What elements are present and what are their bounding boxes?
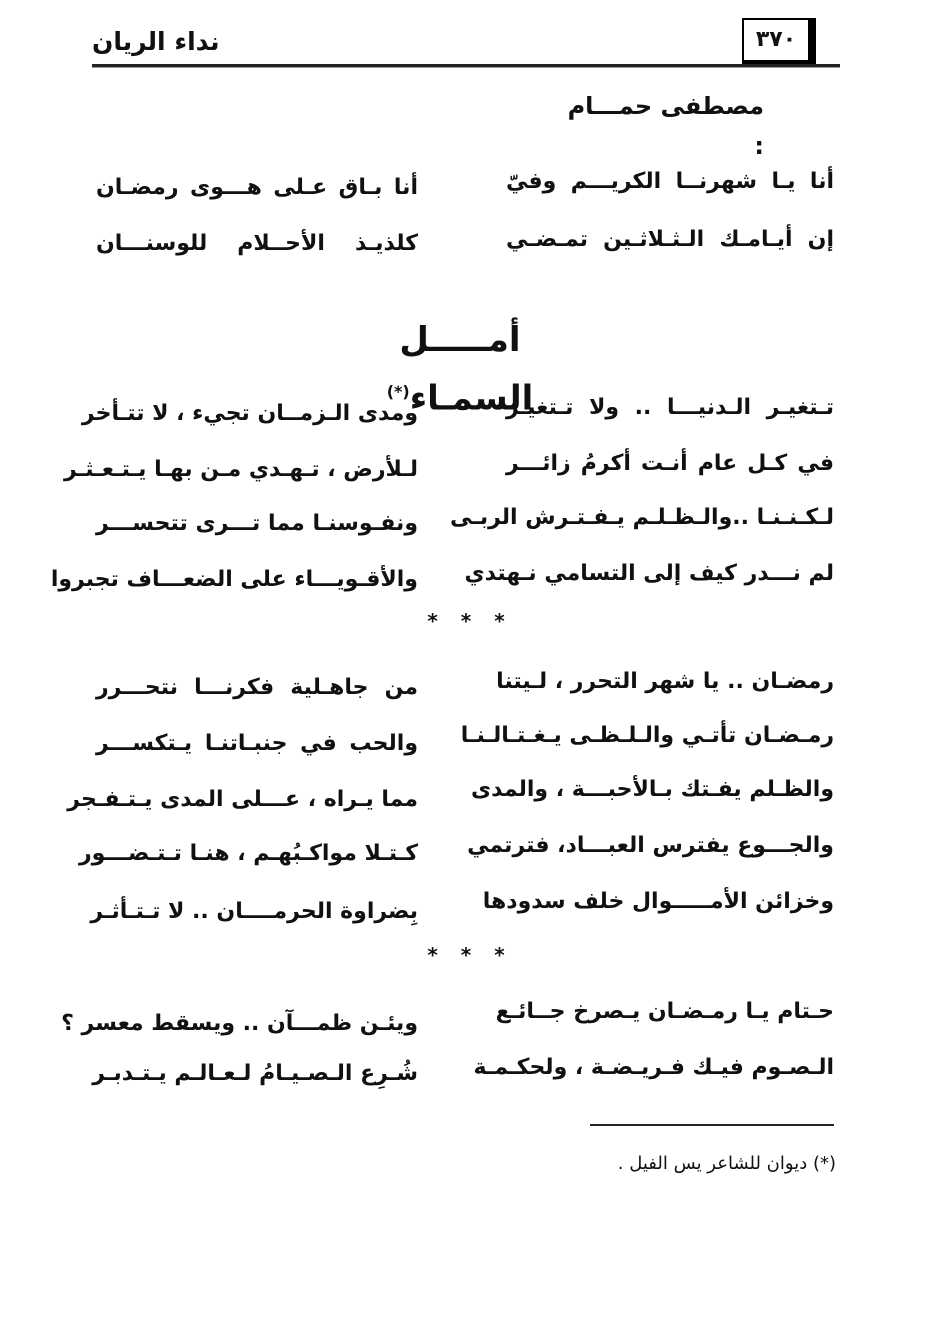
footnote-divider xyxy=(590,1124,834,1126)
footnote-marker: (*) xyxy=(386,382,410,401)
verse-right: رمضـان .. يا شهر التحرر ، لـيتنا xyxy=(496,669,834,694)
verse-left: كـتـلا مواكـبُهـم ، هنـا تـتـضـــور xyxy=(78,841,418,866)
verse-right: وخزائن الأمـــــوال خلف سدودها xyxy=(482,889,834,914)
footnote: (*) ديوان للشاعر يس الفيل . xyxy=(617,1153,836,1174)
verse-right: لم نـــدر كيف إلى التسامي نـهتدي xyxy=(464,561,834,586)
verse-right: إن أيـامـك الـثـلاثـين تمـضـي xyxy=(506,227,834,252)
verse-right: حـتام يـا رمـضـان يـصرخ جــائـع xyxy=(495,999,834,1024)
verse-right: أنا يـا شهرنــا الكريـــم وفيّ xyxy=(506,169,834,194)
header-divider xyxy=(92,64,840,68)
poet-name: مصطفى حمـــام : xyxy=(567,92,764,160)
verse-left: ويئـن ظمـــآن .. ويسقط معسر ؟ xyxy=(61,1011,418,1036)
verse-left: والحب في جنبـاتنـا يـتكســـر xyxy=(96,731,418,756)
verse-left: ومدى الـزمــان تجيء ، لا تتـأخر xyxy=(81,401,418,426)
verse-right: في كـل عام أنـت أكرمُ زائـــر xyxy=(506,451,834,476)
poem-title xyxy=(322,314,598,419)
running-header-title: نداء الريان xyxy=(92,27,220,56)
verse-right: والظـلم يفـتك بـالأحبـــة ، والمدى xyxy=(471,777,834,802)
verse-left: مما يـراه ، عـــلى المدى يـتـفـجر xyxy=(67,787,418,812)
verse-left: من جاهـلية فكرنـــا نتحـــرر xyxy=(96,675,418,700)
verse-left: والأقـويـــاء على الضعـــاف تجبروا xyxy=(50,567,418,592)
verse-right: والجـــوع يفترس العبـــاد، فترتمي xyxy=(467,833,834,858)
verse-right: الـصـوم فيـك فـريـضـة ، ولحكـمـة xyxy=(473,1055,834,1080)
verse-left: لـلأرض ، تـهـدي مـن بهـا يـتـعـثـر xyxy=(64,457,418,482)
verse-right: تـتغيـر الـدنيـــا .. ولا تـتغيـر xyxy=(506,395,834,420)
section-separator: * * * xyxy=(427,943,513,967)
verse-left: ونفـوسنـا مما تـــرى تتحســـر xyxy=(96,511,418,536)
poem-title-text: أمـــــل السمـاء xyxy=(399,320,534,419)
page-number: ٣٧٠ xyxy=(742,18,816,65)
verse-left: شُـرِع الـصـيـامُ لـعـالـم يـتـدبـر xyxy=(92,1061,418,1086)
verse-left: أنا بـاق عـلى هـــوى رمضـان xyxy=(96,175,418,200)
verse-left: بِضراوة الحرمــــان .. لا تـتـأثـر xyxy=(90,899,418,924)
section-separator: * * * xyxy=(427,609,513,633)
verse-right: لـكـنـنـا ..والـظـلـم يـفـتـرش الربـى xyxy=(450,505,834,530)
verse-right: رمـضـان تأتـي والـلـظـى يـغـتـالـنـا xyxy=(460,723,834,748)
verse-left: كلذيـذ الأحــلام للوسنـــان xyxy=(96,231,418,256)
